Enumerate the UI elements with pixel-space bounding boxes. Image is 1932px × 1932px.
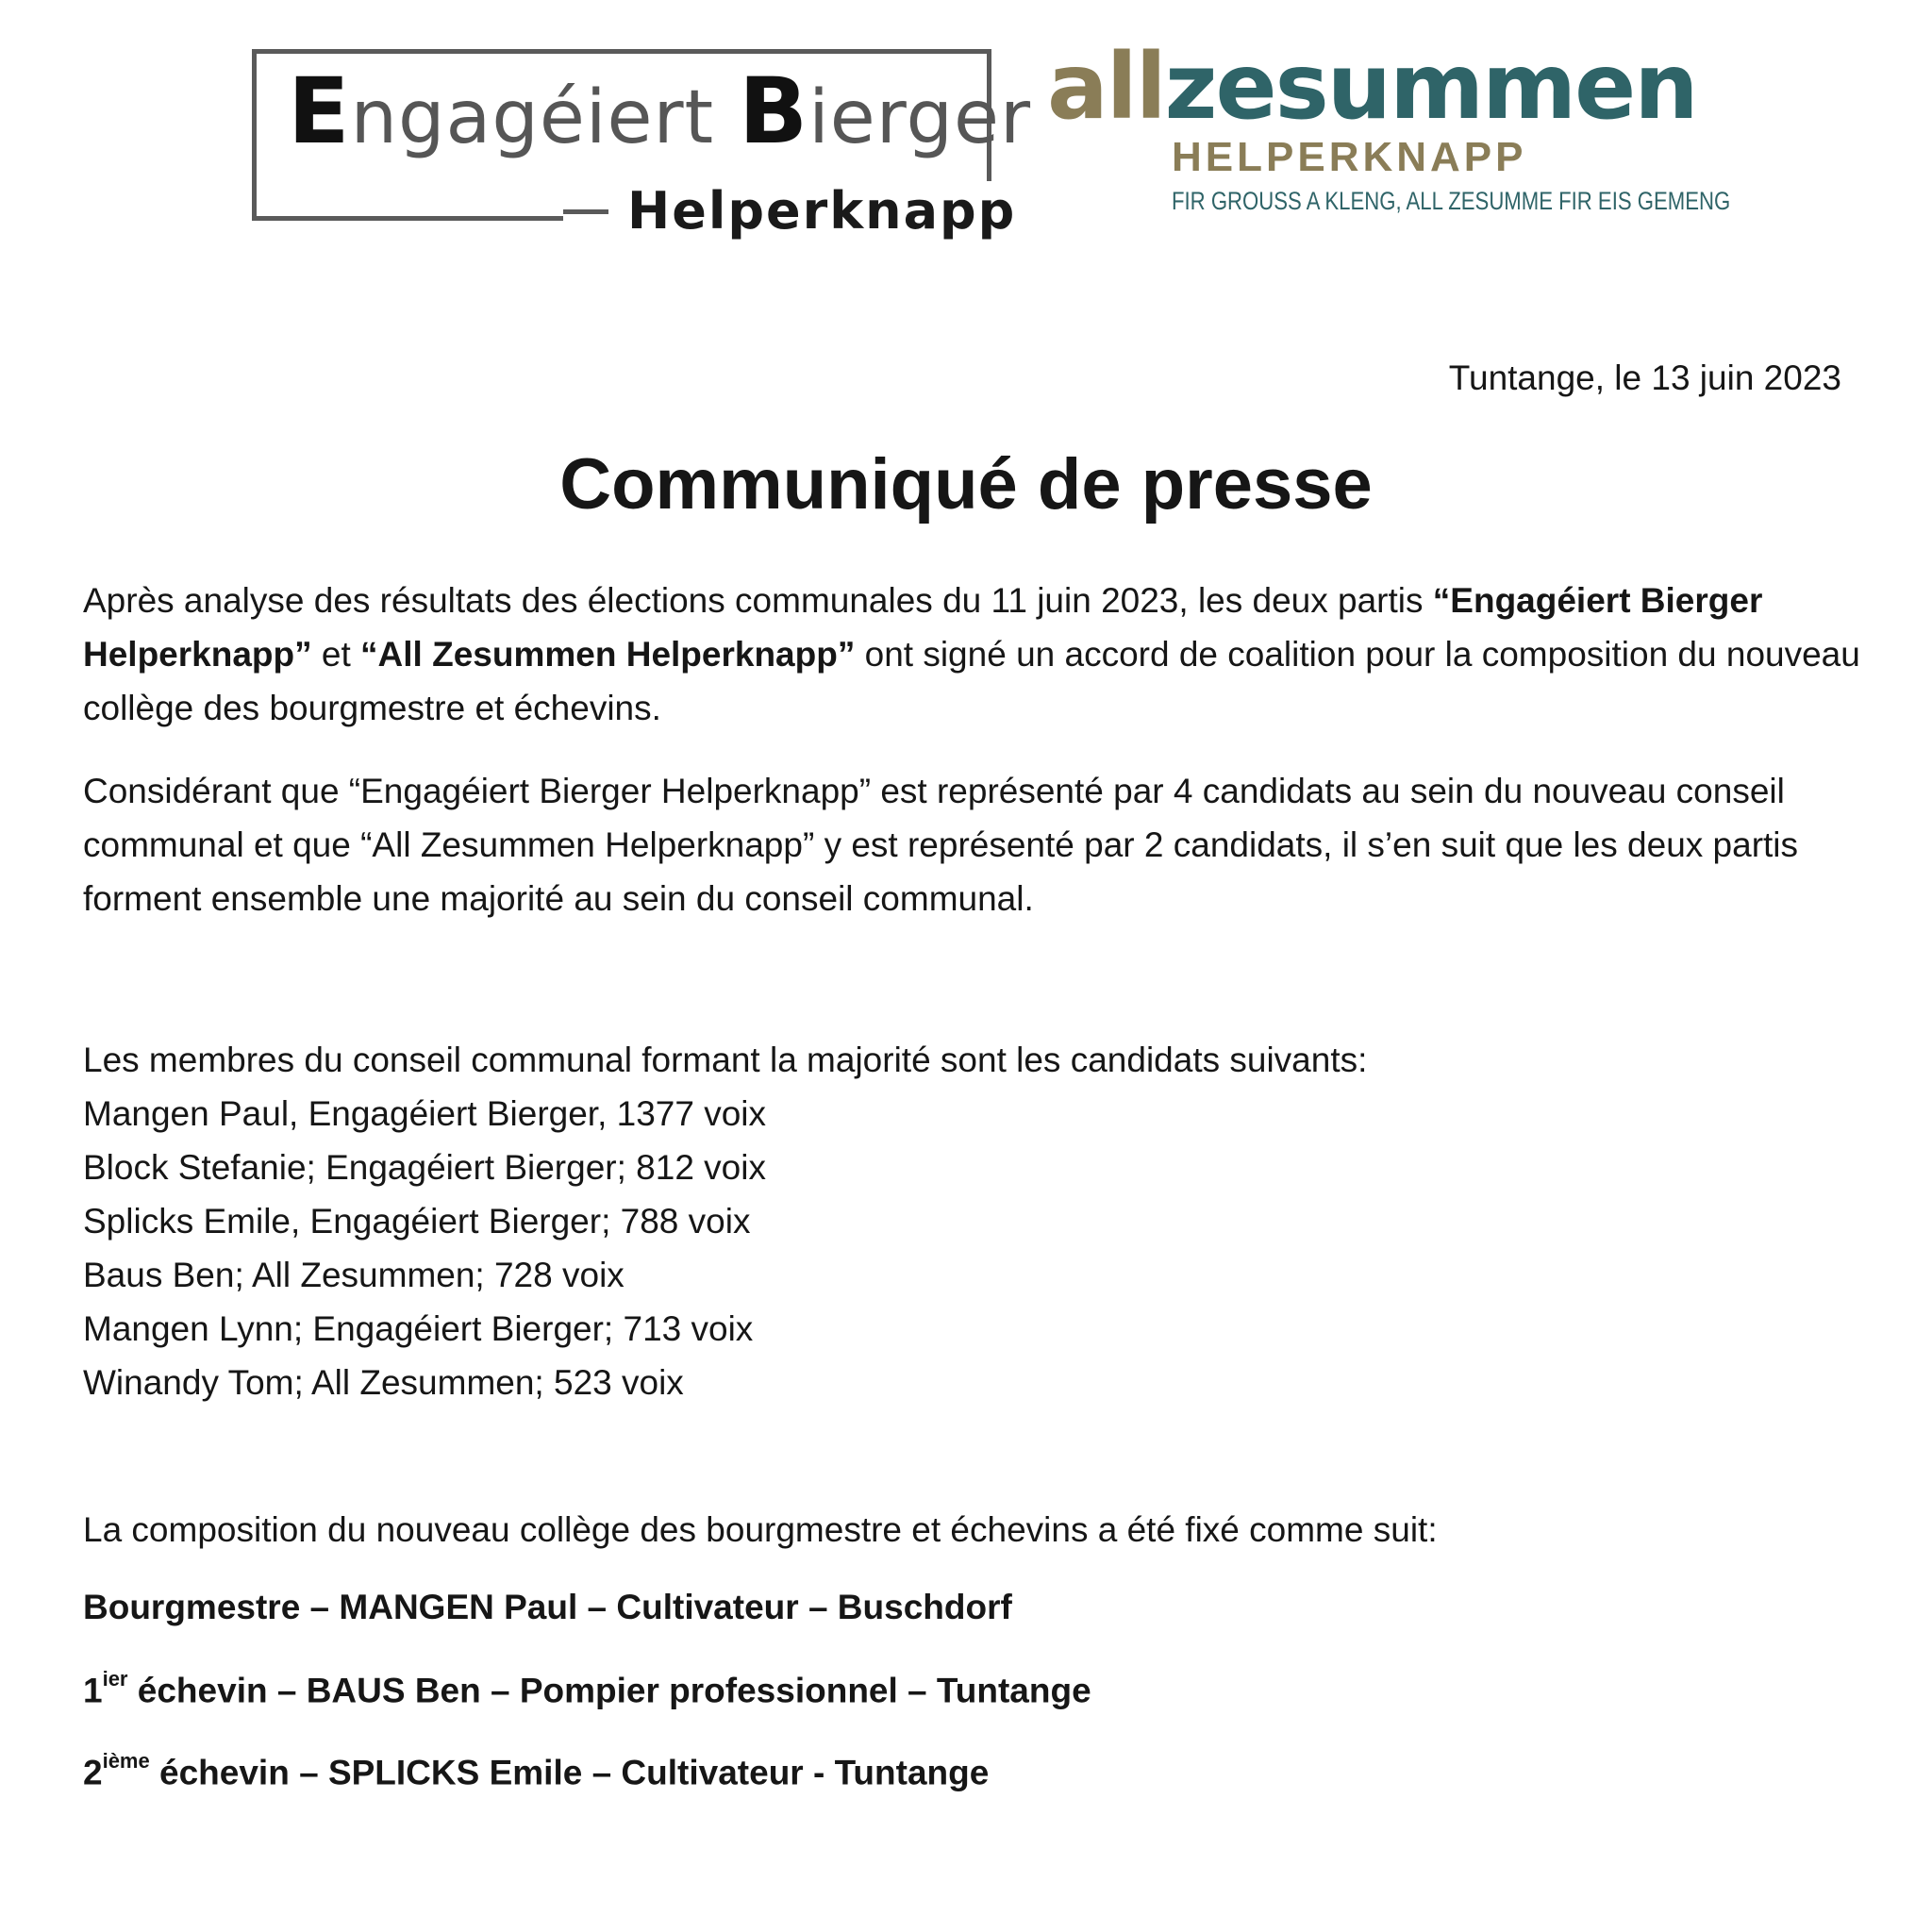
members-intro: Les membres du conseil communal formant la majorité sont les candidats suivants: bbox=[83, 1041, 1368, 1079]
list-item: Winandy Tom; All Zesummen; 523 voix bbox=[83, 1363, 684, 1402]
document-date: Tuntange, le 13 juin 2023 bbox=[1448, 358, 1841, 397]
candidate-list bbox=[83, 1087, 766, 1409]
list-item: Splicks Emile, Engagéiert Bierger; 788 voix bbox=[83, 1202, 751, 1241]
allzesummen-wordmark: allzesummen bbox=[1047, 34, 1697, 140]
engageiert-bierger-wordmark: Engagéiert Bierger bbox=[288, 58, 1032, 164]
engageiert-bierger-logo bbox=[252, 49, 1032, 241]
college-intro: La composition du nouveau collège des bourgmestre et échevins a été fixé comme suit: bbox=[83, 1510, 1438, 1549]
college-bourgmestre: Bourgmestre – MANGEN Paul – Cultivateur – Buschdorf bbox=[83, 1588, 1012, 1626]
list-item: Mangen Paul, Engagéiert Bierger, 1377 voix bbox=[83, 1094, 767, 1133]
page-title: Communiqué de presse bbox=[559, 444, 1373, 525]
allzesummen-logo bbox=[1047, 34, 1731, 236]
college-first-echevin: $1^{ier}$ échevin – BAUS Ben – Pompier professionnel – Tuntange bbox=[83, 1667, 1091, 1710]
paragraph-coalition: Après analyse des résultats des élections communales du 11 juin 2023, les deux partis “Engagéiert Bierger Helperknapp” et “All Zesummen Helperknapp” ont signé un accord de coalition pour la composition du nouveau collège des bourgmestre et échevins. bbox=[83, 581, 1860, 727]
list-item: Block Stefanie; Engagéiert Bierger; 812 voix bbox=[83, 1148, 766, 1187]
allzesummen-subtitle: HELPERKNAPP bbox=[1172, 134, 1527, 180]
allzesummen-tagline: FIR GROUSS A KLENG, ALL ZESUMME FIR EIS GEMENG bbox=[1172, 187, 1731, 215]
paragraph-majority: Considérant que “Engagéiert Bierger Helperknapp” est représenté par 4 candidats au sein du nouveau conseil communal et que “All Zesummen Helperknapp” y est représenté par 2 candidats, il s’en suit que les deux partis forment ensemble une majorité au sein du conseil communal. bbox=[83, 772, 1799, 918]
list-item: Baus Ben; All Zesummen; 728 voix bbox=[83, 1256, 625, 1294]
engageiert-bierger-subtitle: Helperknapp bbox=[622, 181, 1022, 241]
college-second-echevin: 2ième échevin – SPLICKS Emile – Cultivateur - Tuntange bbox=[83, 1749, 990, 1792]
list-item: Mangen Lynn; Engagéiert Bierger; 713 voix bbox=[83, 1309, 754, 1348]
